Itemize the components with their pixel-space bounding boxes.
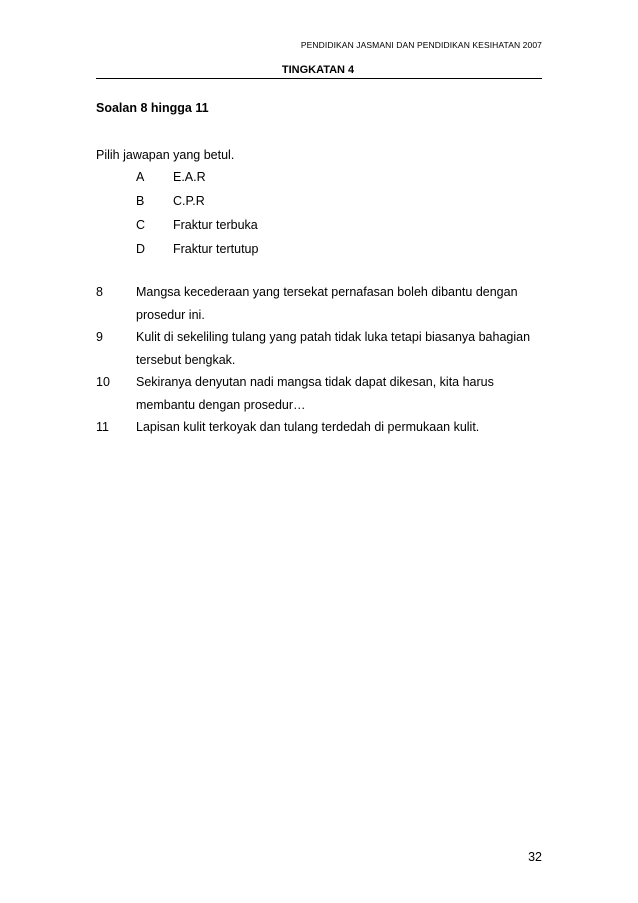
question-text: Lapisan kulit terkoyak dan tulang terdedah di permukaan kulit. [136,420,480,434]
header-subtitle: TINGKATAN 4 [281,64,355,76]
option-a [136,170,258,194]
option-text: C.P.R [173,194,205,208]
header-title: PENDIDIKAN JASMANI DAN PENDIDIKAN KESIHATAN 2007 [300,40,542,50]
question-11 [96,416,546,439]
option-text: Fraktur tertutup [173,242,259,256]
option-letter: A [136,170,145,184]
instruction-text: Pilih jawapan yang betul. [96,148,235,162]
question-list [96,281,546,439]
question-number: 10 [96,375,110,389]
option-b [136,194,258,218]
question-8 [96,281,546,326]
question-text: Kulit di sekeliling tulang yang patah tidak luka tetapi biasanya bahagian tersebut bengkak. [136,330,531,367]
option-text: Fraktur terbuka [173,218,258,232]
option-letter: B [136,194,145,208]
option-d [136,242,258,266]
option-letter: C [136,218,146,232]
question-text: Mangsa kecederaan yang tersekat pernafasan boleh dibantu dengan prosedur ini. [136,285,518,322]
question-10 [96,371,546,416]
answer-options [136,170,258,266]
section-title: Soalan 8 hingga 11 [96,101,209,115]
question-number: 9 [96,330,103,344]
question-9 [96,326,546,371]
question-text: Sekiranya denyutan nadi mangsa tidak dapat dikesan, kita harus membantu dengan prosedur… [136,375,494,412]
question-number: 8 [96,285,103,299]
page-number: 32 [528,850,542,864]
option-text: E.A.R [173,170,206,184]
question-number: 11 [96,420,109,434]
header-divider [96,78,542,79]
option-letter: D [136,242,146,256]
option-c [136,218,258,242]
